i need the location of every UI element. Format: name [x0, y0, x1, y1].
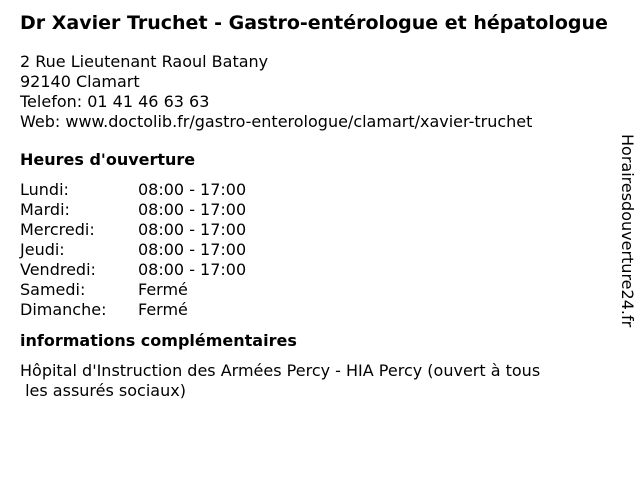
additional-info-text: Hôpital d'Instruction des Armées Percy - HIA Percy (ouvert à tous les assurés sociaux): [20, 361, 541, 400]
address-street: 2 Rue Lieutenant Raoul Batany: [20, 52, 269, 71]
hours-row-friday: [20, 260, 610, 280]
hours-row-sunday: [20, 300, 610, 320]
phone-number: Telefon: 01 41 46 63 63: [20, 92, 210, 111]
hours-row-tuesday: [20, 200, 610, 220]
additional-info-heading: informations complémentaires: [20, 331, 297, 350]
day-hours: 08:00 - 17:00: [138, 240, 247, 259]
day-hours: 08:00 - 17:00: [138, 260, 247, 279]
hours-row-thursday: [20, 240, 610, 260]
day-label: Samedi:: [20, 280, 86, 299]
day-label: Jeudi:: [20, 240, 65, 259]
day-label: Lundi:: [20, 180, 69, 199]
day-hours: 08:00 - 17:00: [138, 180, 247, 199]
contact-block: [20, 52, 610, 132]
page-title: Dr Xavier Truchet - Gastro-entérologue et hépatologue: [20, 12, 608, 34]
day-hours: Fermé: [138, 300, 188, 319]
listing-content: [20, 12, 610, 401]
day-label: Mardi:: [20, 200, 70, 219]
site-watermark: [611, 134, 639, 374]
website-link: Web: www.doctolib.fr/gastro-enterologue/clamart/xavier-truchet: [20, 112, 533, 131]
day-label: Mercredi:: [20, 220, 95, 239]
day-label: Dimanche:: [20, 300, 107, 319]
hours-row-saturday: [20, 280, 610, 300]
hours-row-monday: [20, 180, 610, 200]
day-label: Vendredi:: [20, 260, 96, 279]
hours-row-wednesday: [20, 220, 610, 240]
opening-hours-heading: Heures d'ouverture: [20, 150, 196, 169]
watermark-text: Horairesdouverture24.fr: [618, 134, 637, 328]
day-hours: 08:00 - 17:00: [138, 220, 247, 239]
opening-hours-table: [20, 180, 610, 320]
day-hours: Fermé: [138, 280, 188, 299]
address-city: 92140 Clamart: [20, 72, 140, 91]
day-hours: 08:00 - 17:00: [138, 200, 247, 219]
